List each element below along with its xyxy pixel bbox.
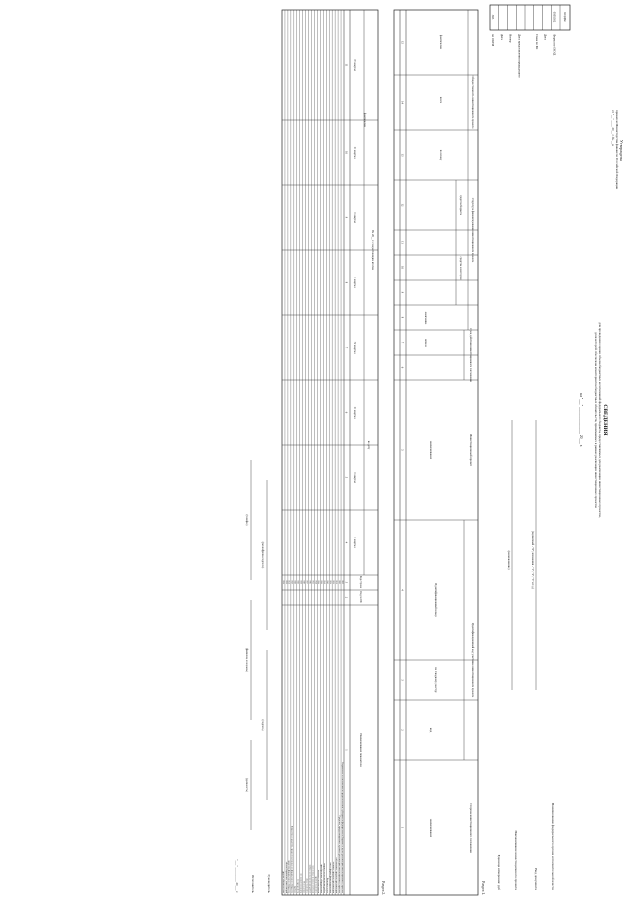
row-code: 042 (296, 580, 300, 584)
header-code-kbk: Код по БК (359, 591, 362, 603)
header-left-label: Единица измерения: руб (497, 854, 501, 890)
row-code: 053 (281, 580, 285, 584)
exec-phone: (телефон) (245, 514, 248, 526)
row-code: 010 (340, 580, 344, 584)
head-name: (расшифровка подписи) (261, 541, 264, 569)
row-code: 032 (320, 580, 324, 584)
col-number: 5 (400, 449, 404, 451)
col-number: 8 (344, 281, 348, 284)
section1-frame (394, 10, 478, 895)
header-quarter: III квартал (353, 146, 356, 159)
codes-table (490, 5, 570, 78)
col-number: 7 (400, 341, 404, 344)
header-actual: фактически (363, 113, 366, 127)
row-name: Выплаты всего (326, 877, 330, 893)
header-term-start: начало (424, 338, 427, 348)
header-term-end: окончание (424, 311, 427, 325)
row-name: выплаты поставщикам (317, 869, 321, 893)
row-name: иные формы финансирования (329, 862, 333, 893)
col-number: 11 (400, 241, 404, 244)
row-name: другие обязательства (281, 871, 285, 893)
date-line: на "___" _______________ 20___ г. (579, 393, 583, 447)
header-quarter: II квартал (353, 212, 356, 223)
col-number: 9 (344, 216, 348, 219)
col-number: 15 (400, 41, 404, 44)
section1-label: Раздел 1. (481, 881, 485, 895)
col-number: 8 (400, 316, 404, 319)
code-label: Дата представления предыдущего (517, 34, 522, 78)
header-identifier-sub1: по Сводному реестру (434, 667, 437, 693)
row-name: приобретение оборудования (320, 864, 324, 893)
header-code: код (429, 727, 433, 733)
row-name: заемные средства организации (331, 861, 335, 893)
row-code: 035 (311, 580, 315, 584)
col-number: 1 (400, 826, 404, 829)
col-number: 5 (344, 476, 348, 479)
header-budget-funds: средства бюджета (459, 195, 462, 215)
header-project-name: наименование (429, 440, 433, 460)
row-name: прочие (293, 885, 297, 893)
head-label: Руководитель (267, 874, 271, 893)
col-number: 4 (344, 541, 348, 544)
exec-label: Исполнитель (251, 875, 255, 893)
header-total-cost: Общая стоимость инвестиционного проекта (471, 75, 474, 129)
col-number: 6 (344, 411, 348, 414)
header-quarter: IV квартал (353, 341, 356, 354)
row-code: 037 (305, 580, 309, 584)
col-number: 1 (344, 749, 348, 751)
date-label: "___" _________ 20___ г. (235, 859, 239, 893)
code-label: по ОКЕИ (491, 34, 495, 47)
col-number: 11 (344, 63, 348, 67)
header-code-row: Код строки (359, 575, 362, 589)
code-value: 383 (491, 14, 495, 20)
header-left-label: Наименование федерального органа исполнительной власти (551, 802, 555, 890)
row-code: 033 (317, 580, 321, 584)
row-code: 050 (290, 580, 294, 584)
col-number: 4 (400, 589, 404, 591)
row-name: иные выплаты (305, 878, 309, 893)
form-title: СВЕДЕНИЯ (602, 404, 608, 436)
row-code: 052 (284, 580, 288, 584)
row-name: Средства, предусмотренные в рамках реализации инвестиционного проекта (337, 815, 341, 893)
header-quarter: IV квартал (353, 59, 356, 71)
col-number: 9 (400, 291, 404, 294)
col-number: 10 (400, 266, 404, 269)
row-code: 022 (331, 580, 335, 584)
approval-line2: приказом Министерства финансов Российской Федерации (615, 110, 619, 190)
header-on-date: на дату (367, 440, 370, 450)
head-sign: (подпись) (261, 719, 264, 731)
header-quarter: II квартал (353, 472, 356, 483)
code-value: 0505302 (552, 11, 557, 23)
col-number: 13 (400, 153, 404, 157)
header-actual: фактически (439, 35, 442, 49)
row-name: Бюджетные средства, предоставленные из федерального бюджета (290, 825, 294, 893)
codes-box (145, 20, 148, 160)
section2-label: Раздел 2. (381, 881, 385, 895)
col-number: 2 (400, 729, 404, 731)
code-label: Дата (499, 34, 504, 40)
header-from-start: На 20__ г. с нарастающим итогом (371, 229, 374, 271)
doc-type-hint: (первичный - "0"; изменения - "1", "2", "3" и т.д.) (531, 530, 534, 590)
header-identifier: Идентификационный код участника инвестиционного проекта (471, 622, 474, 698)
col-number: 3 (400, 679, 404, 681)
row-code: 043 (293, 580, 297, 584)
header-participant-name: наименование (429, 818, 433, 838)
col-number: 14 (400, 101, 404, 104)
code-label: Форма по ОКУД (552, 34, 557, 56)
header-total: всего (439, 96, 442, 104)
col-number: 10 (344, 151, 348, 154)
header-term: Срок действия инвестиционного соглашения (469, 328, 472, 382)
header-quarter: III квартал (353, 406, 356, 419)
codes-frame (490, 5, 570, 30)
row-code: 023 (329, 580, 333, 584)
header-quarter: I квартал (353, 277, 356, 288)
header-left-label: Вид документа (534, 868, 538, 890)
col-number: 3 (344, 581, 348, 584)
header-identifier-sub2: Идентификационный номер (434, 583, 437, 617)
row-code: 036 (308, 580, 312, 584)
row-code: 021 (334, 580, 338, 584)
row-name: затраты на выполнение работ (323, 862, 327, 893)
codes-header: КОДЫ (563, 12, 567, 22)
header-indicator: Наименование показателя (359, 733, 363, 767)
row-name: средства федерального бюджета (287, 860, 291, 893)
header-project: Инвестиционный проект (469, 434, 473, 466)
row-name: по заимствованиям (299, 873, 303, 893)
header-quarter: I квартал (353, 537, 356, 548)
code-label: Глава по БК (534, 34, 539, 50)
row-code: 034 (314, 580, 318, 584)
name-hint: (наименование) (507, 550, 510, 570)
row-name: прочие выплаты (314, 876, 318, 893)
row-name: налоговые и иные платежи (311, 865, 315, 893)
approval-line3: от "__" ____ 20__ г. № __н (611, 110, 615, 146)
row-code: 040 (302, 580, 306, 584)
row-name: Бюджетные ассигнования на предоставление субсидии из федерального бюджета в целях реализации инвестиционного проекта (340, 762, 344, 893)
form-subtitle-2: доля которой обеспечена мониторингом бюджетных обязательств, принимаемых в рамках реализации инвестиционных проектов (594, 332, 598, 508)
header-participant: Сторона инвестиционного соглашения (469, 803, 473, 853)
col-number: 7 (344, 346, 348, 349)
row-name: по процентам (296, 878, 300, 893)
row-name: собственные средства организации (334, 857, 338, 893)
row-name: объем бюджетных инвестиций (284, 861, 288, 893)
section2-table (282, 10, 385, 895)
row-code: 030 (326, 580, 330, 584)
col-number: 6 (400, 366, 404, 369)
header-left-label: Наименование инвестиционного проекта (514, 830, 518, 890)
code-label: Дата (543, 34, 548, 40)
row-code: 051 (287, 580, 291, 584)
code-label: Номер (508, 34, 513, 43)
header-own-funds: средства инвесторов (459, 256, 462, 280)
row-code: 020 (337, 580, 341, 584)
col-number: 12 (400, 203, 404, 207)
approval-label: Утверждена (619, 140, 624, 161)
section1-table (394, 10, 485, 895)
row-code: 041 (299, 580, 303, 584)
col-number: 2 (344, 596, 348, 599)
header-structure: Структура финансирования инвестиционного проекта (471, 197, 474, 263)
row-name: Погашение (302, 881, 306, 893)
exec-position: (должность) (245, 778, 248, 792)
header-planned: по плану (439, 149, 442, 161)
exec-name: (фамилия, инициалы) (245, 648, 248, 672)
footer (235, 460, 271, 894)
row-name: займы на выполнение работ (308, 864, 312, 893)
form-subtitle-1: для проведения оценки объема бюджетных ассигнований федерального бюджета, предоставляемых для реализации инвестиционных проектов, (598, 322, 602, 518)
row-code: 031 (323, 580, 327, 584)
